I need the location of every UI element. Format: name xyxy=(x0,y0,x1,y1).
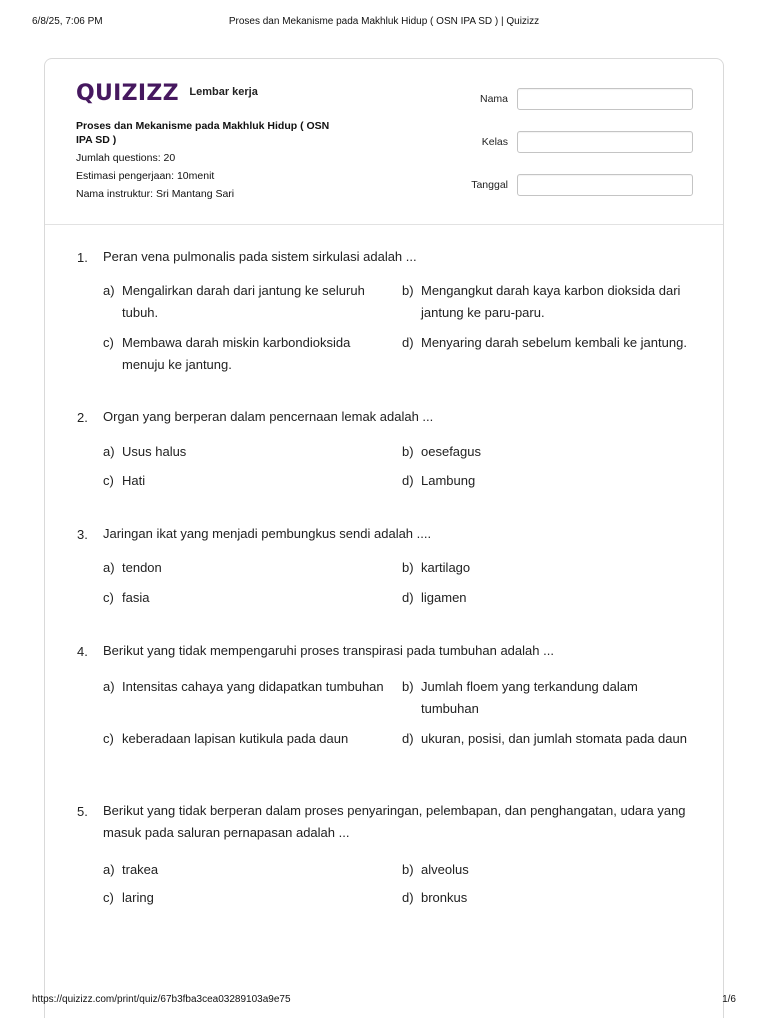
page-number: 1/6 xyxy=(722,994,736,1005)
option-text: Mengalirkan darah dari jantung ke seluruh tubuh. xyxy=(122,283,365,320)
logo-row xyxy=(76,81,258,107)
option-text: fasia xyxy=(122,590,150,605)
print-header xyxy=(32,16,736,30)
option-text: Membawa darah miskin karbondioksida menuju ke jantung. xyxy=(122,335,351,372)
option-text: Intensitas cahaya yang didapatkan tumbuhan xyxy=(122,679,384,694)
option-letter: b) xyxy=(402,679,414,694)
question-number: 1. xyxy=(77,250,88,265)
option-text: oesefagus xyxy=(421,444,481,459)
option-letter: c) xyxy=(103,731,114,746)
option-letter: d) xyxy=(402,590,414,605)
name-field-label: Nama xyxy=(479,93,508,105)
option-letter: a) xyxy=(103,283,115,298)
class-field[interactable] xyxy=(517,131,693,153)
option-d xyxy=(402,887,692,909)
worksheet-header xyxy=(45,59,723,225)
option-letter: d) xyxy=(402,473,414,488)
instructor-name: Nama instruktur: Sri Mantang Sari xyxy=(76,188,235,200)
option-text: laring xyxy=(122,890,154,905)
option-b xyxy=(402,557,692,579)
option-text: Menyaring darah sebelum kembali ke jantung. xyxy=(421,335,687,350)
worksheet-card xyxy=(44,58,724,1018)
option-text: trakea xyxy=(122,862,159,877)
option-text: kartilago xyxy=(421,560,471,575)
option-text: tendon xyxy=(122,560,162,575)
option-b xyxy=(402,859,692,881)
option-letter: c) xyxy=(103,890,114,905)
option-d xyxy=(402,728,692,750)
option-letter: c) xyxy=(103,473,114,488)
option-c xyxy=(103,332,393,376)
option-text: Usus halus xyxy=(122,444,187,459)
question-number: 4. xyxy=(77,644,88,659)
option-letter: b) xyxy=(402,560,414,575)
option-text: Hati xyxy=(122,473,146,488)
option-letter: b) xyxy=(402,444,414,459)
option-b xyxy=(402,280,692,324)
option-a xyxy=(103,441,393,463)
option-a xyxy=(103,280,393,324)
date-field[interactable] xyxy=(517,174,693,196)
option-a xyxy=(103,859,393,881)
option-text: ukuran, posisi, dan jumlah stomata pada daun xyxy=(421,731,687,746)
option-letter: d) xyxy=(402,335,414,350)
option-a xyxy=(103,557,393,579)
date-field-label: Tanggal xyxy=(471,179,508,191)
question-text: Peran vena pulmonalis pada sistem sirkulasi adalah ... xyxy=(103,249,417,264)
option-letter: a) xyxy=(103,679,115,694)
question-text: Jaringan ikat yang menjadi pembungkus sendi adalah .... xyxy=(103,526,432,541)
option-d xyxy=(402,470,692,492)
option-text: Lambung xyxy=(421,473,476,488)
option-c xyxy=(103,728,393,750)
question-text: Berikut yang tidak berperan dalam proses penyaringan, pelembapan, dan penghangatan, udara yang masuk pada saluran pernapasan adalah ... xyxy=(103,803,686,840)
option-letter: b) xyxy=(402,862,414,877)
option-letter: c) xyxy=(103,335,114,350)
question-number: 5. xyxy=(77,804,88,819)
question-number: 3. xyxy=(77,527,88,542)
option-letter: a) xyxy=(103,862,115,877)
option-c xyxy=(103,470,393,492)
print-footer xyxy=(32,994,736,1008)
option-letter: a) xyxy=(103,560,115,575)
option-text: ligamen xyxy=(421,590,467,605)
quiz-title: Proses dan Mekanisme pada Makhluk Hidup ( OSN IPA SD ) xyxy=(76,120,330,146)
option-text: alveolus xyxy=(421,862,469,877)
option-text: keberadaan lapisan kutikula pada daun xyxy=(122,731,349,746)
class-field-label: Kelas xyxy=(481,136,508,148)
option-text: Jumlah floem yang terkandung dalam tumbuhan xyxy=(421,679,638,716)
option-letter: d) xyxy=(402,890,414,905)
option-d xyxy=(402,587,692,609)
option-c xyxy=(103,587,393,609)
questions-count: Jumlah questions: 20 xyxy=(76,152,176,164)
question-text: Berikut yang tidak mempengaruhi proses transpirasi pada tumbuhan adalah ... xyxy=(103,643,554,658)
option-c xyxy=(103,887,393,909)
option-text: Mengangkut darah kaya karbon dioksida dari jantung ke paru-paru. xyxy=(421,283,681,320)
option-a xyxy=(103,676,393,698)
name-field[interactable] xyxy=(517,88,693,110)
option-letter: c) xyxy=(103,590,114,605)
question-text: Organ yang berperan dalam pencernaan lemak adalah ... xyxy=(103,409,434,424)
option-text: bronkus xyxy=(421,890,468,905)
worksheet-subtitle: Lembar kerja xyxy=(189,85,258,98)
option-b xyxy=(402,441,692,463)
option-d xyxy=(402,332,692,354)
print-datetime: 6/8/25, 7:06 PM xyxy=(32,16,103,27)
quizizz-logo: QUIZIZZ xyxy=(76,81,179,106)
option-letter: b) xyxy=(402,283,414,298)
question-number: 2. xyxy=(77,410,88,425)
option-letter: d) xyxy=(402,731,414,746)
option-b xyxy=(402,676,692,720)
print-document-title: Proses dan Mekanisme pada Makhluk Hidup ( OSN IPA SD ) | Quizizz xyxy=(228,16,540,27)
option-letter: a) xyxy=(103,444,115,459)
print-url[interactable]: https://quizizz.com/print/quiz/67b3fba3cea03289103a9e75 xyxy=(32,994,291,1005)
time-estimate: Estimasi pengerjaan: 10menit xyxy=(76,170,215,182)
